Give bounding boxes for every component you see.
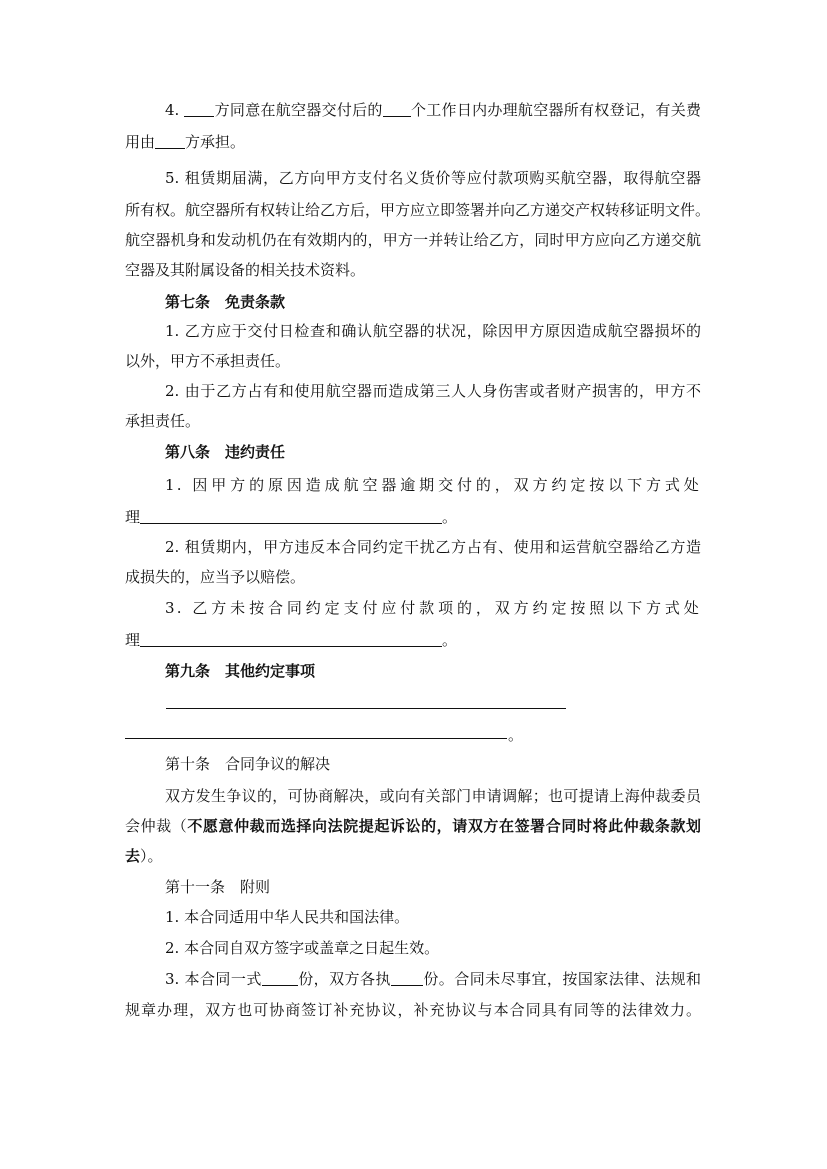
art8-item2-line1: 2. 租赁期内，甲方违反本合同约定干扰乙方占有、使用和运营航空器给乙方造 [165,538,701,556]
art8-item3-line1: 3. 乙方未按合同约定支付应付款项的，双方约定按照以下方式处 [165,599,701,617]
art8-item1-line1: 1. 因甲方的原因造成航空器逾期交付的，双方约定按以下方式处 [165,476,701,494]
art10-line3: 去）。 [125,847,163,865]
art9-blank-line1 [166,708,566,709]
art9-end-mark: 。 [508,726,524,744]
art6-item5-line4: 空器及其附属设备的相关技术资料。 [125,261,366,279]
art10-line2: 会仲裁（不愿意仲裁而选择向法院提起诉讼的，请双方在签署合同时将此仲裁条款划 [125,817,701,835]
art7-title: 第七条 免责条款 [165,293,286,311]
art6-item4-line2: 用由 方承担。 [125,133,246,151]
art9-blank-line2 [125,738,507,739]
blank-party [184,102,214,117]
art7-item1-line2: 以外，甲方不承担责任。 [125,352,291,370]
blank-copies-each [391,971,423,986]
art8-item2-line2: 成损失的，应当予以赔偿。 [125,568,306,586]
blank-late-delivery [140,509,442,524]
art11-item2: 2. 本合同自双方签字或盖章之日起生效。 [165,939,440,957]
art8-title: 第八条 违约责任 [165,443,286,461]
blank-days [383,102,411,117]
art7-item2-line2: 承担责任。 [125,412,201,430]
art6-item4-line1: 4. 方同意在航空器交付后的 个工作日内办理航空器所有权登记，有关费 [165,101,701,119]
art8-item1-line2: 理 。 [125,508,458,526]
art6-item5-line3: 航空器机身和发动机仍在有效期内的，甲方一并转让给乙方，同时甲方应向乙方递交航 [125,231,701,249]
art11-item3-line2: 规章办理，双方也可协商签订补充协议，补充协议与本合同具有同等的法律效力。 [125,1001,701,1019]
art11-item3-line1: 3. 本合同一式 份，双方各执 份。合同未尽事宜，按国家法律、法规和 [165,970,701,988]
art11-title: 第十一条 附则 [165,878,271,896]
blank-late-payment [140,632,442,647]
art7-item1-line1: 1. 乙方应于交付日检查和确认航空器的状况，除因甲方原因造成航空器损坏的 [165,322,701,340]
art11-item1: 1. 本合同适用中华人民共和国法律。 [165,908,410,926]
art10-title: 第十条 合同争议的解决 [165,755,331,773]
art7-item2-line1: 2. 由于乙方占有和使用航空器而造成第三人人身伤害或者财产损害的，甲方不 [165,382,701,400]
art10-line1: 双方发生争议的，可协商解决，或向有关部门申请调解；也可提请上海仲裁委员 [165,787,701,805]
blank-copies-total [262,971,298,986]
art8-item3-line2: 理 。 [125,631,458,649]
blank-fee-party [155,134,185,149]
art6-item5-line2: 所有权。航空器所有权转让给乙方后，甲方应立即签署并向乙方递交产权转移证明文件。 [125,201,711,219]
art6-item5-line1: 5. 租赁期届满，乙方向甲方支付名义货价等应付款项购买航空器，取得航空器 [165,169,701,187]
art9-title: 第九条 其他约定事项 [165,662,316,680]
